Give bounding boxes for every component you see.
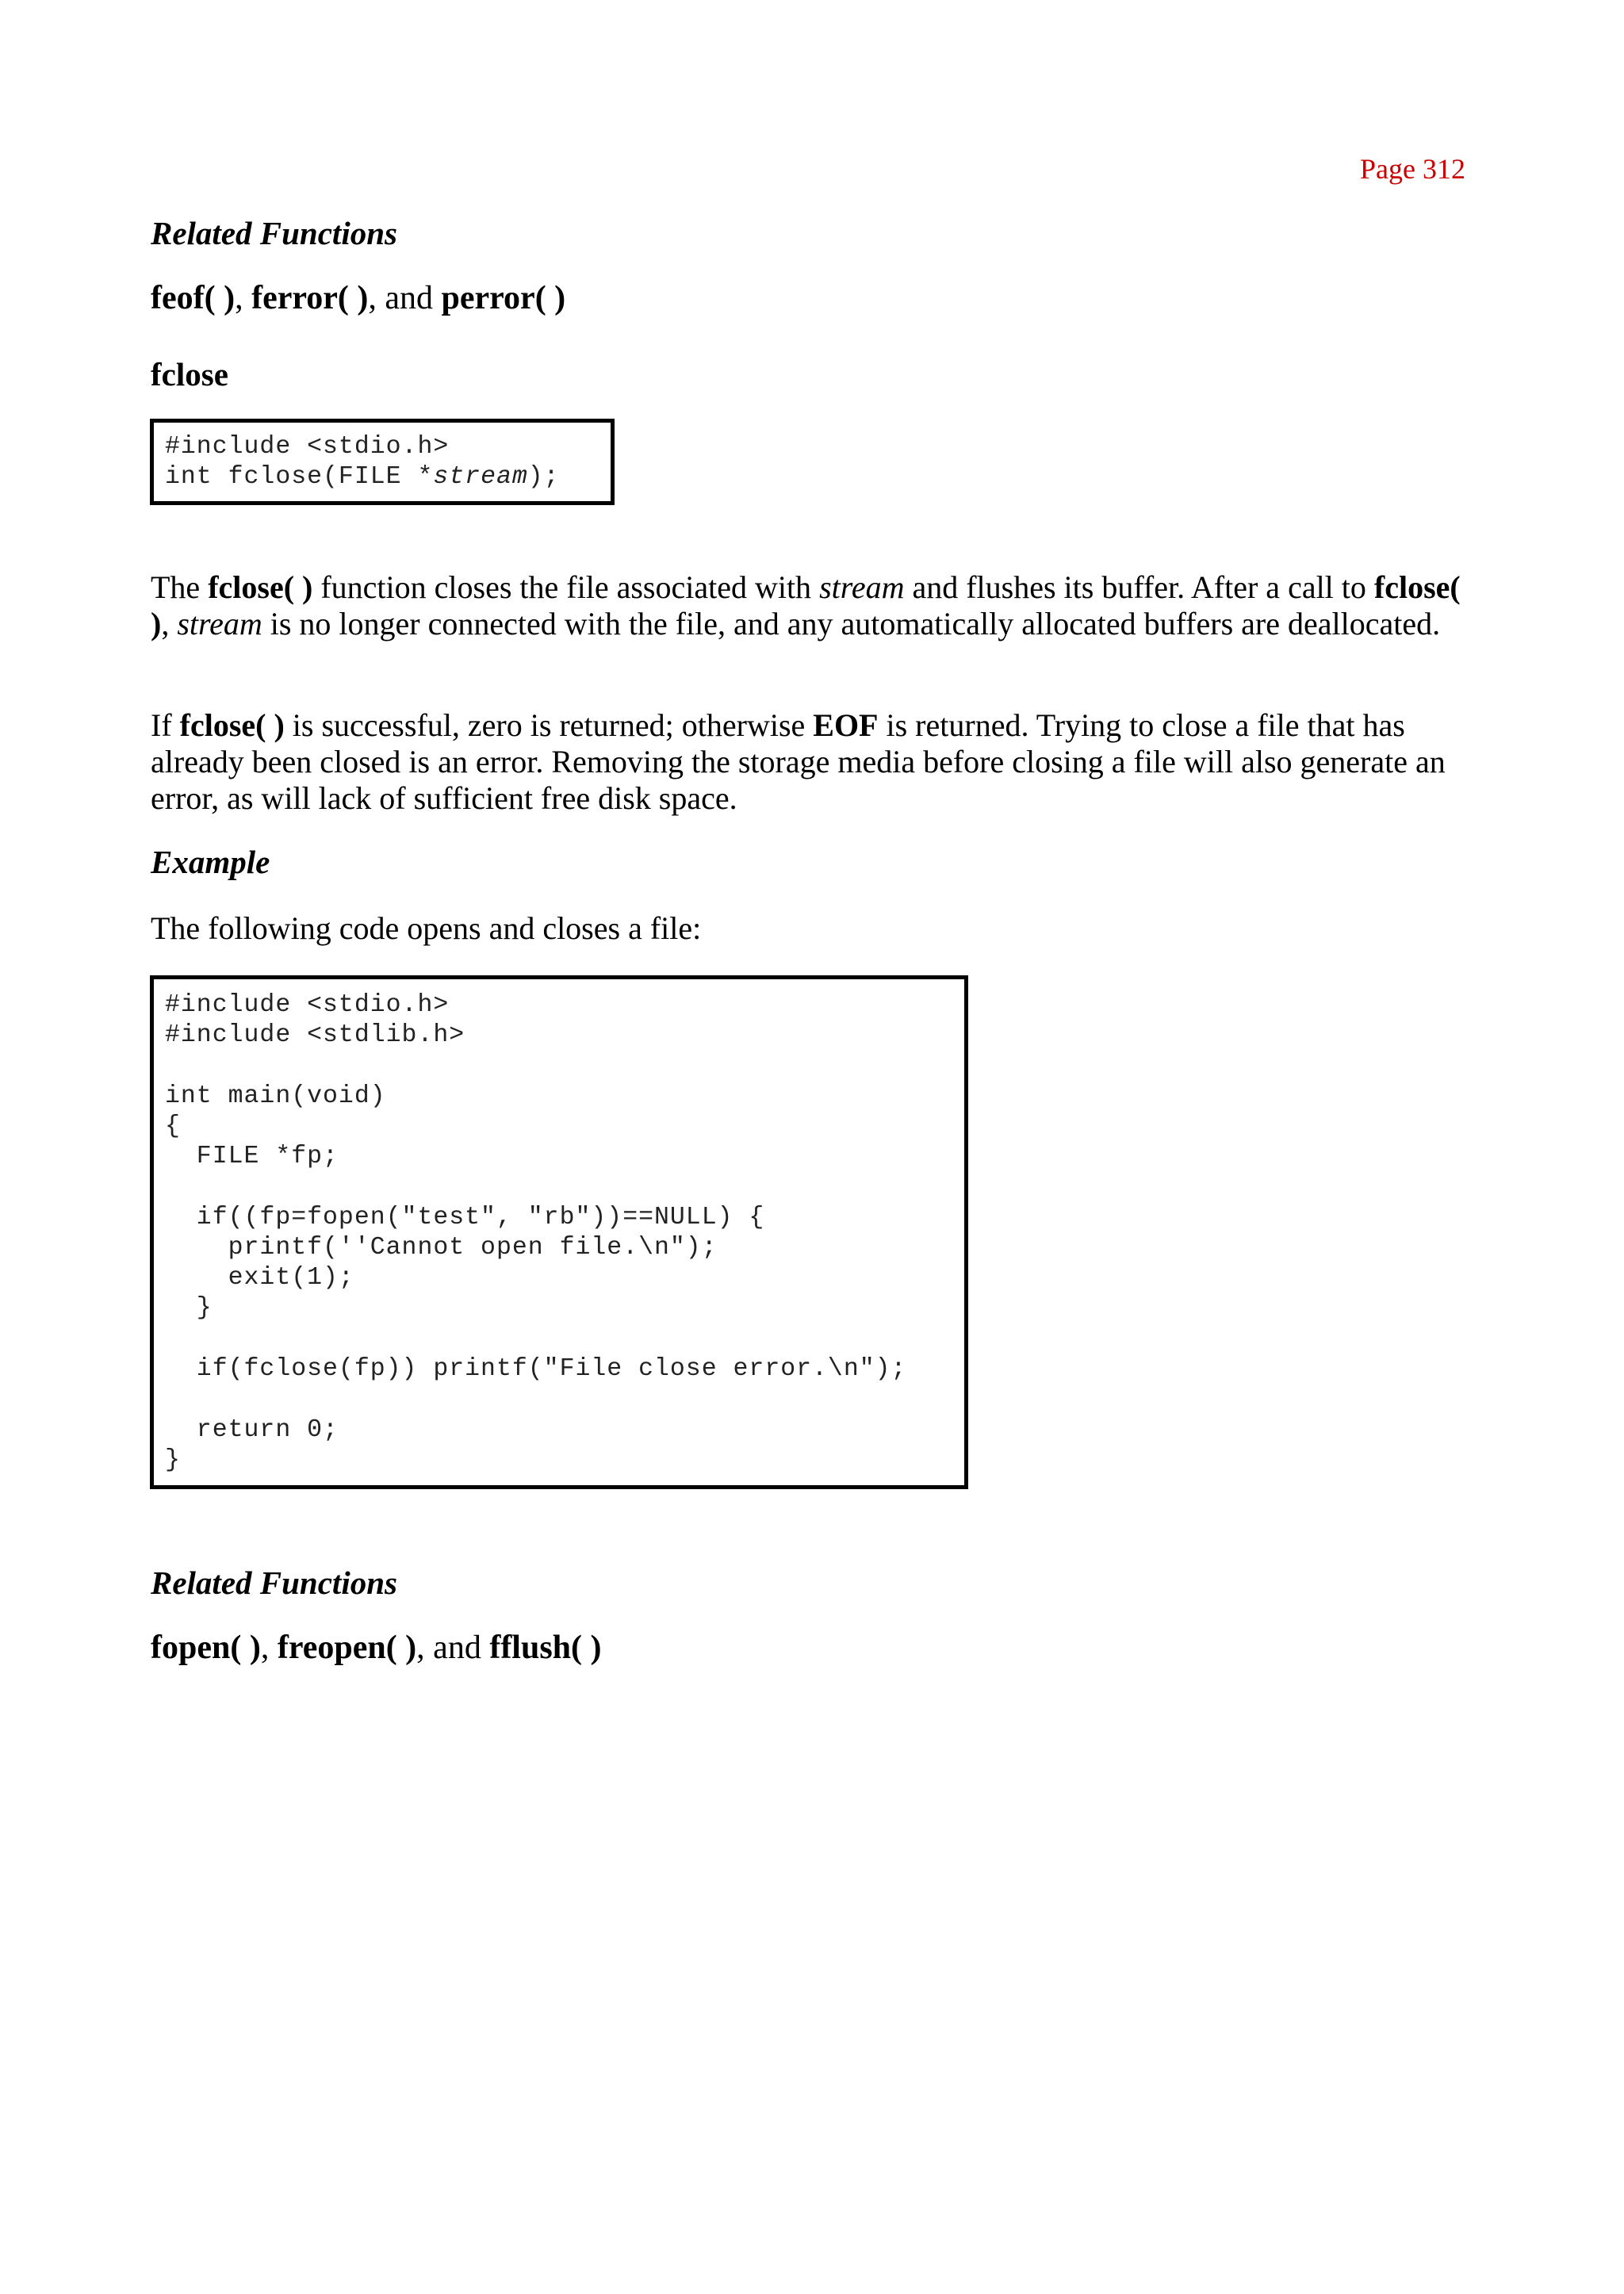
text: If (151, 707, 180, 743)
function-name: freopen( ) (277, 1630, 417, 1666)
text: is returned. Trying to close a file that has already been closed is an error. Removing the storage media before closing a file will also generate an error, as will lack of sufficient free disk space. (151, 707, 1446, 816)
function-name: fclose( ) (179, 707, 285, 743)
function-name: fclose( ) (151, 569, 1461, 641)
constant-name: EOF (813, 707, 879, 743)
text: The (151, 569, 209, 605)
function-name: feof( ) (151, 280, 236, 316)
separator: , and (368, 280, 442, 316)
separator: , and (416, 1630, 490, 1666)
function-name: ferror( ) (251, 280, 369, 316)
code-line: return 0; (165, 1416, 339, 1444)
separator: , (260, 1630, 278, 1666)
code-line: #include <stdio.h> (165, 991, 450, 1019)
code-line: } (165, 1446, 181, 1474)
code-text: ); (527, 463, 560, 491)
page-number: Page 312 (1360, 153, 1465, 185)
code-line: #include <stdio.h> (165, 433, 450, 461)
function-name: fflush( ) (489, 1630, 602, 1666)
code-line: if(fclose(fp)) printf("File close error.\n"); (165, 1355, 907, 1383)
param-name: stream (819, 569, 905, 605)
code-line: FILE *fp; (165, 1143, 339, 1170)
prototype-code (165, 432, 599, 492)
related-functions-list (151, 279, 565, 317)
text: , (161, 606, 178, 641)
function-name: fopen( ) (151, 1630, 261, 1666)
text: is no longer connected with the file, and any automatically allocated buffers are deallocated. (262, 606, 1441, 641)
prototype-code-box (150, 419, 615, 505)
example-code (165, 990, 953, 1476)
related-functions-heading: Related Functions (151, 1564, 397, 1601)
code-text: int fclose(FILE * (165, 463, 434, 491)
code-line: printf(''Cannot open file.\n"); (165, 1234, 718, 1262)
example-intro: The following code opens and closes a file: (151, 910, 702, 946)
related-functions-list (151, 1629, 602, 1667)
text: and flushes its buffer. After a call to (904, 569, 1374, 605)
function-name: perror( ) (441, 280, 566, 316)
code-line (165, 462, 599, 492)
example-code-box (150, 975, 968, 1489)
code-param: stream (433, 463, 528, 491)
related-functions-heading: Related Functions (151, 215, 397, 251)
text: function closes the file associated with (312, 569, 820, 605)
param-name: stream (177, 606, 262, 641)
code-line: int main(void) (165, 1082, 386, 1110)
text: is successful, zero is returned; otherwise (284, 707, 814, 743)
separator: , (235, 280, 252, 316)
example-heading: Example (151, 844, 270, 880)
description-paragraph (151, 569, 1467, 642)
code-line: { (165, 1113, 181, 1140)
return-value-paragraph (151, 707, 1467, 817)
entry-title: fclose (151, 356, 228, 393)
code-line: exit(1); (165, 1264, 354, 1292)
function-name: fclose( ) (208, 569, 313, 605)
code-line: } (165, 1294, 213, 1322)
code-line: #include <stdlib.h> (165, 1021, 465, 1049)
code-line: if((fp=fopen("test", "rb"))==NULL) { (165, 1204, 765, 1231)
